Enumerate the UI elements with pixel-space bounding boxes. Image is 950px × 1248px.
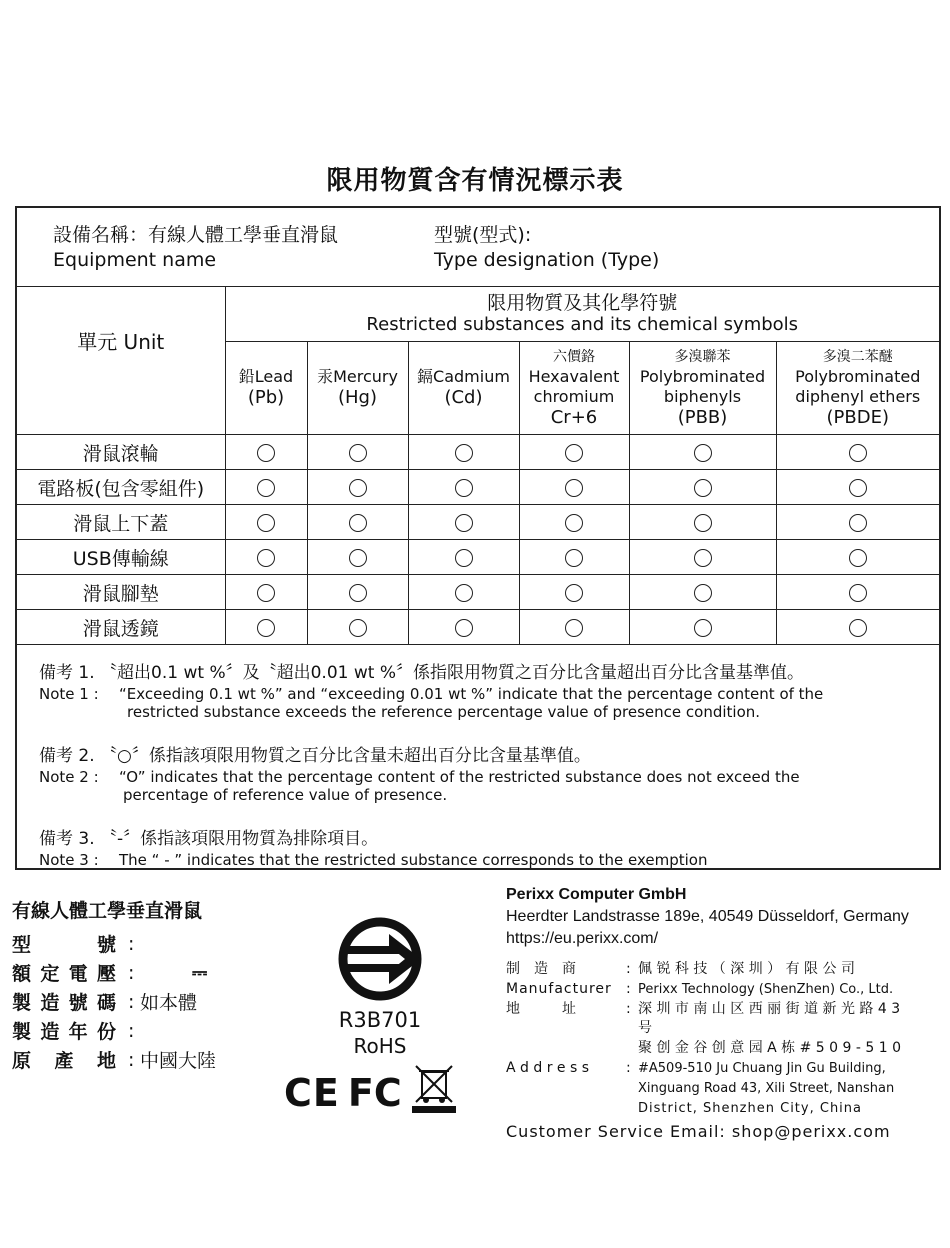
cell-mark: [408, 610, 519, 645]
table-row: [17, 470, 939, 505]
circle-mark-icon: [694, 619, 712, 637]
col-lead: [225, 342, 307, 435]
cell-mark: [408, 435, 519, 470]
circle-mark-icon: [565, 619, 583, 637]
product-info-line: [12, 1016, 216, 1045]
circle-mark-icon: [257, 549, 275, 567]
product-info-label: 原 產 地: [12, 1050, 116, 1072]
cell-mark: [776, 540, 939, 575]
circle-mark-icon: [349, 479, 367, 497]
substances-header-zh: 限用物質及其化學符號: [487, 292, 678, 314]
type-designation-zh: 型號(型式):: [434, 224, 532, 246]
cell-mark: [225, 610, 307, 645]
product-info-value: 中國大陸: [140, 1050, 217, 1072]
circle-mark-icon: [694, 479, 712, 497]
ce-mark-icon: CE: [284, 1071, 340, 1115]
circle-mark-icon: [849, 514, 867, 532]
col-cadmium: [408, 342, 519, 435]
fcc-mark-icon: FC: [347, 1071, 402, 1115]
cell-mark: [225, 540, 307, 575]
note-3-zh-label: 備考 3.: [39, 829, 95, 849]
circle-mark-icon: [565, 584, 583, 602]
product-info-separator: :: [128, 932, 135, 955]
cell-mark: [408, 540, 519, 575]
note-2-zh-label: 備考 2.: [39, 746, 95, 766]
note-3: [39, 824, 929, 869]
col-lead-symbol: (Pb): [247, 387, 285, 408]
col-pbde-symbol: (PBDE): [826, 407, 889, 428]
note-1-en-line2: restricted substance exceeds the reference percentage value of presence condition.: [127, 703, 761, 721]
manufacturer-label-zh: 制 造 商: [506, 961, 576, 977]
col-mercury-name: 汞Mercury: [317, 367, 398, 386]
circle-mark-icon: [849, 619, 867, 637]
company-url[interactable]: https://eu.perixx.com/: [506, 930, 659, 947]
cell-mark: [225, 435, 307, 470]
circle-mark-icon: [455, 584, 473, 602]
circle-mark-icon: [849, 549, 867, 567]
col-mercury-symbol: (Hg): [337, 387, 377, 408]
note-2: [39, 741, 929, 804]
cell-mark: [307, 610, 408, 645]
col-chromium-name: Hexavalent chromium: [528, 367, 620, 406]
product-info-label: 型 號: [12, 934, 116, 956]
address-label-en: A d d r e s s: [506, 1060, 590, 1076]
col-cadmium-symbol: (Cd): [444, 387, 483, 408]
col-pbde-name: Polybrominated diphenyl ethers: [795, 367, 921, 406]
note-2-en-label: Note 2 :: [39, 768, 99, 786]
circle-mark-icon: [349, 584, 367, 602]
product-info: [12, 896, 216, 1074]
circle-mark-icon: [565, 514, 583, 532]
manufacturer-label-en: Manufacturer: [506, 981, 612, 997]
circle-mark-icon: [694, 514, 712, 532]
product-info-label: 製造年份: [12, 1021, 116, 1043]
equipment-name-en: Equipment name: [53, 249, 217, 271]
cell-mark: [519, 540, 629, 575]
circle-mark-icon: [849, 479, 867, 497]
page-title: 限用物質含有情況標示表: [326, 166, 624, 196]
company-info: [506, 886, 918, 1141]
row-label: 滑鼠腳墊: [17, 575, 225, 610]
compliance-marks: [284, 1062, 458, 1114]
product-info-value: 如本體: [140, 992, 198, 1014]
circle-mark-icon: [694, 549, 712, 567]
circle-mark-icon: [349, 549, 367, 567]
cell-mark: [225, 575, 307, 610]
circle-mark-icon: [565, 479, 583, 497]
address-zh-1: 深 圳 市 南 山 区 西 丽 街 道 新 光 路 4 3 号: [638, 1001, 901, 1036]
certification-block: [328, 916, 432, 1058]
note-1-zh-label: 備考 1.: [39, 663, 95, 683]
cell-mark: [307, 470, 408, 505]
product-info-line: [12, 958, 216, 987]
row-label: 電路板(包含零組件): [17, 470, 225, 505]
product-info-label: 製造號碼: [12, 992, 116, 1014]
product-info-separator: :: [128, 1048, 135, 1071]
manufacturer-en: Perixx Technology (ShenZhen) Co., Ltd.: [638, 982, 894, 997]
note-2-en-line1: “O” indicates that the percentage content of the restricted substance does not exceed the: [119, 768, 800, 786]
company-name: Perixx Computer GmbH: [506, 886, 687, 903]
row-label: 滑鼠上下蓋: [17, 505, 225, 540]
col-pbde: [776, 342, 939, 435]
product-name: 有線人體工學垂直滑鼠: [12, 900, 203, 922]
manufacturer-zh: 佩 锐 科 技 （ 深 圳 ） 有 限 公 司: [638, 961, 855, 977]
restricted-substance-table-frame: [15, 206, 941, 870]
circle-mark-icon: [257, 444, 275, 462]
circle-mark-icon: [694, 444, 712, 462]
circle-mark-icon: [694, 584, 712, 602]
cell-mark: [408, 505, 519, 540]
cell-mark: [307, 435, 408, 470]
table-row: [17, 435, 939, 470]
bsmi-mark-icon: [337, 916, 423, 1002]
cell-mark: [519, 470, 629, 505]
circle-mark-icon: [257, 479, 275, 497]
table-row: [17, 540, 939, 575]
cell-mark: [629, 435, 776, 470]
circle-mark-icon: [455, 514, 473, 532]
col-pbb-zh: 多溴聯苯: [674, 349, 731, 365]
note-2-en-line2: percentage of reference value of presence.: [123, 786, 448, 804]
col-pbb-symbol: (PBB): [677, 407, 728, 428]
type-designation-en: Type designation (Type): [434, 249, 660, 271]
substance-table: [17, 286, 939, 645]
col-chromium-symbol: Cr+6: [550, 407, 598, 428]
manufacturer-grid: 制 造 商 : 佩 锐 科 技 （ 深 圳 ） 有 限 公 司 Manufacturer : Perixx Technology (ShenZhen) Co., Ltd. 地 址 : 深 圳 市 南 山 区 西 丽 街 道 新 光 路 4 3 号 聚 创 金 谷 创 意 园 A 栋 # 5 0 9 - 5 1 0 A d d r e s s : #A509-510 Ju Chuang Jin Gu Building, Xinguang Road 43, Xili Street, Nanshan District, Shenzhen City, China: [506, 960, 918, 1118]
circle-mark-icon: [349, 619, 367, 637]
substances-header: [225, 287, 939, 342]
circle-mark-icon: [849, 584, 867, 602]
cell-mark: [519, 610, 629, 645]
note-1: [39, 658, 929, 721]
cell-mark: [776, 575, 939, 610]
circle-mark-icon: [257, 619, 275, 637]
cell-mark: [307, 575, 408, 610]
address-en-1: #A509-510 Ju Chuang Jin Gu Building,: [638, 1061, 886, 1076]
customer-service-email: Customer Service Email: shop@perixx.com: [506, 1122, 891, 1141]
cell-mark: [776, 505, 939, 540]
circle-mark-icon: [349, 444, 367, 462]
circle-mark-icon: [257, 584, 275, 602]
circle-mark-icon: [565, 549, 583, 567]
cell-mark: [307, 505, 408, 540]
cell-mark: [776, 610, 939, 645]
product-info-line: [12, 1045, 216, 1074]
table-row: [17, 610, 939, 645]
product-info-line: [12, 929, 216, 958]
col-pbde-zh: 多溴二苯醚: [822, 349, 893, 365]
circle-mark-icon: [455, 444, 473, 462]
circle-mark-icon: [257, 514, 275, 532]
row-label: USB傳輸線: [17, 540, 225, 575]
company-address: Heerdter Landstrasse 189e, 40549 Düsseldorf, Germany: [506, 908, 909, 925]
substances-header-en: Restricted substances and its chemical symbols: [366, 314, 799, 335]
cell-mark: [629, 505, 776, 540]
circle-mark-icon: [455, 549, 473, 567]
cell-mark: [408, 575, 519, 610]
unit-header: [17, 287, 225, 435]
note-1-zh-text: 〝超出0.1 wt %〞及〝超出0.01 wt %〞係指限用物質之百分比含量超出百分比含量基準值。: [100, 663, 804, 683]
note-3-en-line1: The “ - ” indicates that the restricted substance corresponds to the exemption: [119, 851, 708, 869]
unit-label: 單元 Unit: [77, 330, 165, 354]
address-en-3: District, Shenzhen City, China: [638, 1101, 862, 1116]
note-1-en-line1: “Exceeding 0.1 wt %” and “exceeding 0.01 wt %” indicate that the percentage content of the: [119, 685, 824, 703]
equipment-name-zh: 設備名稱：有線人體工學垂直滑鼠: [53, 224, 339, 246]
col-mercury: [307, 342, 408, 435]
product-info-separator: :: [128, 961, 135, 984]
note-2-zh-text: 〝○〞係指該項限用物質之百分比含量未超出百分比含量基準值。: [100, 746, 591, 766]
col-chromium-zh: 六價鉻: [553, 349, 595, 365]
cell-mark: [307, 540, 408, 575]
circle-mark-icon: [455, 479, 473, 497]
col-cadmium-name: 鎘Cadmium: [417, 367, 510, 386]
circle-mark-icon: [349, 514, 367, 532]
address-zh-2: 聚 创 金 谷 创 意 园 A 栋 # 5 0 9 - 5 1 0: [638, 1040, 902, 1056]
cell-mark: [776, 435, 939, 470]
note-1-en-label: Note 1 :: [39, 685, 99, 703]
col-lead-name: 鉛Lead: [238, 367, 294, 386]
col-pbb-name: Polybrominated biphenyls: [639, 367, 766, 406]
cell-mark: [225, 470, 307, 505]
address-label-zh: 地 址: [506, 1001, 576, 1017]
product-info-line: [12, 987, 216, 1016]
product-info-separator: :: [128, 990, 135, 1013]
weee-bin-icon: [410, 1062, 458, 1114]
cell-mark: [519, 575, 629, 610]
cell-mark: [225, 505, 307, 540]
cell-mark: [776, 470, 939, 505]
cell-mark: [629, 470, 776, 505]
circle-mark-icon: [565, 444, 583, 462]
product-info-value: ⎓: [192, 961, 208, 984]
notes-section: [39, 658, 929, 869]
cell-mark: [408, 470, 519, 505]
cell-mark: [519, 505, 629, 540]
cell-mark: [629, 610, 776, 645]
col-pbb: [629, 342, 776, 435]
table-row: [17, 505, 939, 540]
certification-code: R3B701: [338, 1008, 422, 1032]
rohs-label: RoHS: [353, 1034, 407, 1058]
cell-mark: [519, 435, 629, 470]
note-3-zh-text: 〝-〞係指該項限用物質為排除項目。: [100, 829, 379, 849]
row-label: 滑鼠透鏡: [17, 610, 225, 645]
address-en-2: Xinguang Road 43, Xili Street, Nanshan: [638, 1081, 895, 1096]
product-info-separator: :: [128, 1019, 135, 1042]
product-info-label: 額定電壓: [12, 963, 116, 985]
cell-mark: [629, 540, 776, 575]
col-hexavalent-chromium: [519, 342, 629, 435]
table-row: [17, 575, 939, 610]
cell-mark: [629, 575, 776, 610]
circle-mark-icon: [849, 444, 867, 462]
note-3-en-label: Note 3 :: [39, 851, 99, 869]
circle-mark-icon: [455, 619, 473, 637]
row-label: 滑鼠滾輪: [17, 435, 225, 470]
